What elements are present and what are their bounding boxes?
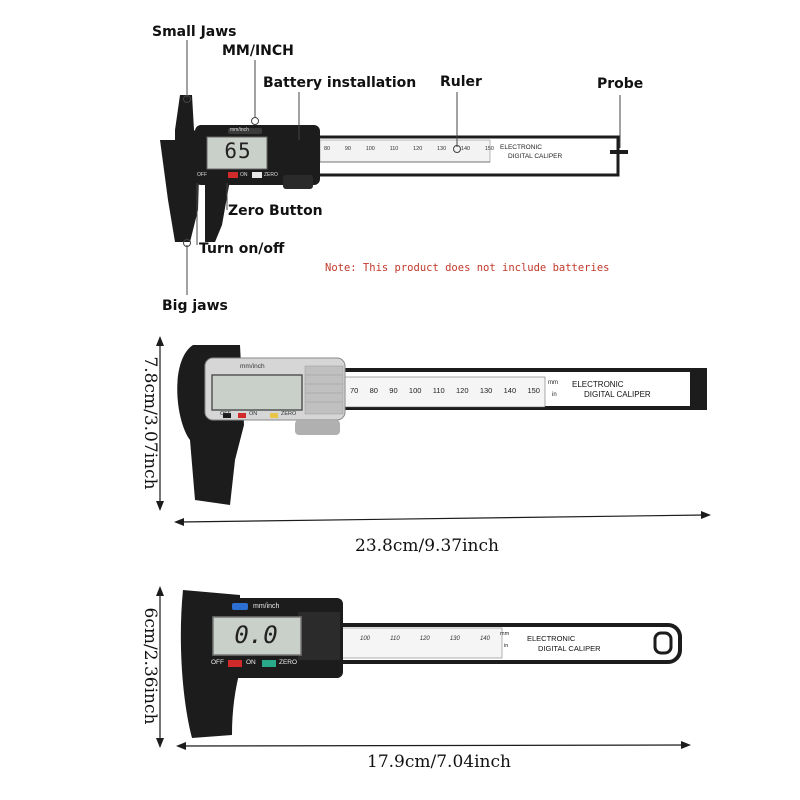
top-scale-mark: 90 (344, 146, 351, 152)
middle-btn-off-label: OFF (220, 411, 231, 417)
top-btn-off-label: OFF (197, 172, 207, 178)
middle-unit-mm: mm (548, 380, 558, 386)
battery-note: Note: This product does not include batteries (325, 262, 610, 274)
top-ruler-scale (324, 146, 494, 152)
middle-height-dimension: 7.8cm/3.07inch (140, 356, 160, 490)
bottom-scale-mark: 130 (449, 636, 460, 642)
middle-scale-mark: 150 (527, 386, 540, 395)
middle-width-dimension: 23.8cm/9.37inch (355, 536, 499, 556)
middle-scale-mark: 80 (369, 386, 378, 395)
bottom-scale-mark: 100 (360, 636, 371, 642)
callout-big-jaws: Big jaws (162, 298, 228, 314)
bottom-unit-label: mm/inch (253, 603, 280, 610)
bottom-scale-mark: 140 (479, 636, 490, 642)
top-big-jaw-sliding (205, 180, 230, 242)
top-scale-mark: 150 (484, 146, 494, 152)
middle-scale-mark: 90 (389, 386, 398, 395)
bottom-btn-on-label: ON (246, 659, 256, 666)
bottom-unit-mm: mm (500, 631, 510, 637)
top-lcd-value: 65 (224, 139, 252, 163)
middle-brand-line2: DIGITAL CALIPER (584, 390, 651, 399)
middle-btn-on-label: ON (249, 411, 258, 417)
middle-unit-in: in (552, 392, 557, 398)
middle-unit-label: mm/inch (240, 363, 265, 370)
bottom-scale-mark: 110 (390, 636, 400, 642)
callout-ruler: Ruler (440, 74, 482, 90)
bottom-brand-line1: ELECTRONIC (527, 634, 576, 643)
middle-scale-mark: 140 (503, 386, 517, 395)
middle-scale-mark: 120 (456, 386, 469, 395)
top-brand-line2: DIGITAL CALIPER (508, 153, 563, 160)
middle-scale-mark: 130 (479, 386, 493, 395)
top-big-jaw-fixed (160, 140, 200, 242)
top-btn-zero-label: ZERO (264, 172, 278, 178)
bottom-scale-mark: 120 (419, 636, 430, 642)
bottom-unit-in: in (504, 643, 509, 649)
top-brand-line1: ELECTRONIC (500, 144, 542, 151)
bottom-btn-zero-label: ZERO (279, 659, 298, 666)
middle-ruler-scale (350, 386, 540, 395)
bottom-brand-line2: DIGITAL CALIPER (538, 644, 601, 653)
middle-scale-mark: 70 (350, 386, 359, 395)
top-scale-mark: 110 (389, 146, 399, 152)
top-scale-mark: 100 (365, 146, 375, 152)
top-scale-mark: 120 (413, 146, 423, 152)
middle-lcd (212, 375, 302, 410)
middle-scale-mark: 100 (408, 386, 422, 395)
callout-zero-button: Zero Button (228, 203, 323, 219)
top-probe (610, 150, 628, 154)
middle-scale-mark: 110 (432, 386, 445, 395)
bottom-width-dimension: 17.9cm/7.04inch (367, 752, 511, 772)
callout-mm-inch: MM/INCH (222, 43, 294, 59)
bottom-caliper (156, 586, 691, 750)
top-scale-mark: 130 (437, 146, 447, 152)
top-btn-on-label: ON (240, 172, 248, 178)
bottom-ruler-scale (360, 636, 490, 642)
bottom-height-dimension: 6cm/2.36inch (140, 607, 160, 725)
callout-small-jaws: Small Jaws (152, 24, 237, 40)
callout-battery-installation: Battery installation (263, 75, 417, 91)
top-scale-mark: 80 (324, 146, 331, 152)
callout-turn-on-off: Turn on/off (199, 241, 285, 257)
bottom-btn-off-label: OFF (211, 659, 224, 666)
middle-btn-zero-label: ZERO (281, 411, 297, 417)
middle-brand-line1: ELECTRONIC (572, 380, 624, 389)
bottom-lcd-value: 0.0 (234, 621, 278, 649)
top-scale-mark: 140 (460, 146, 471, 152)
top-unit-label: mm/inch (230, 127, 249, 133)
callout-probe: Probe (597, 76, 644, 92)
